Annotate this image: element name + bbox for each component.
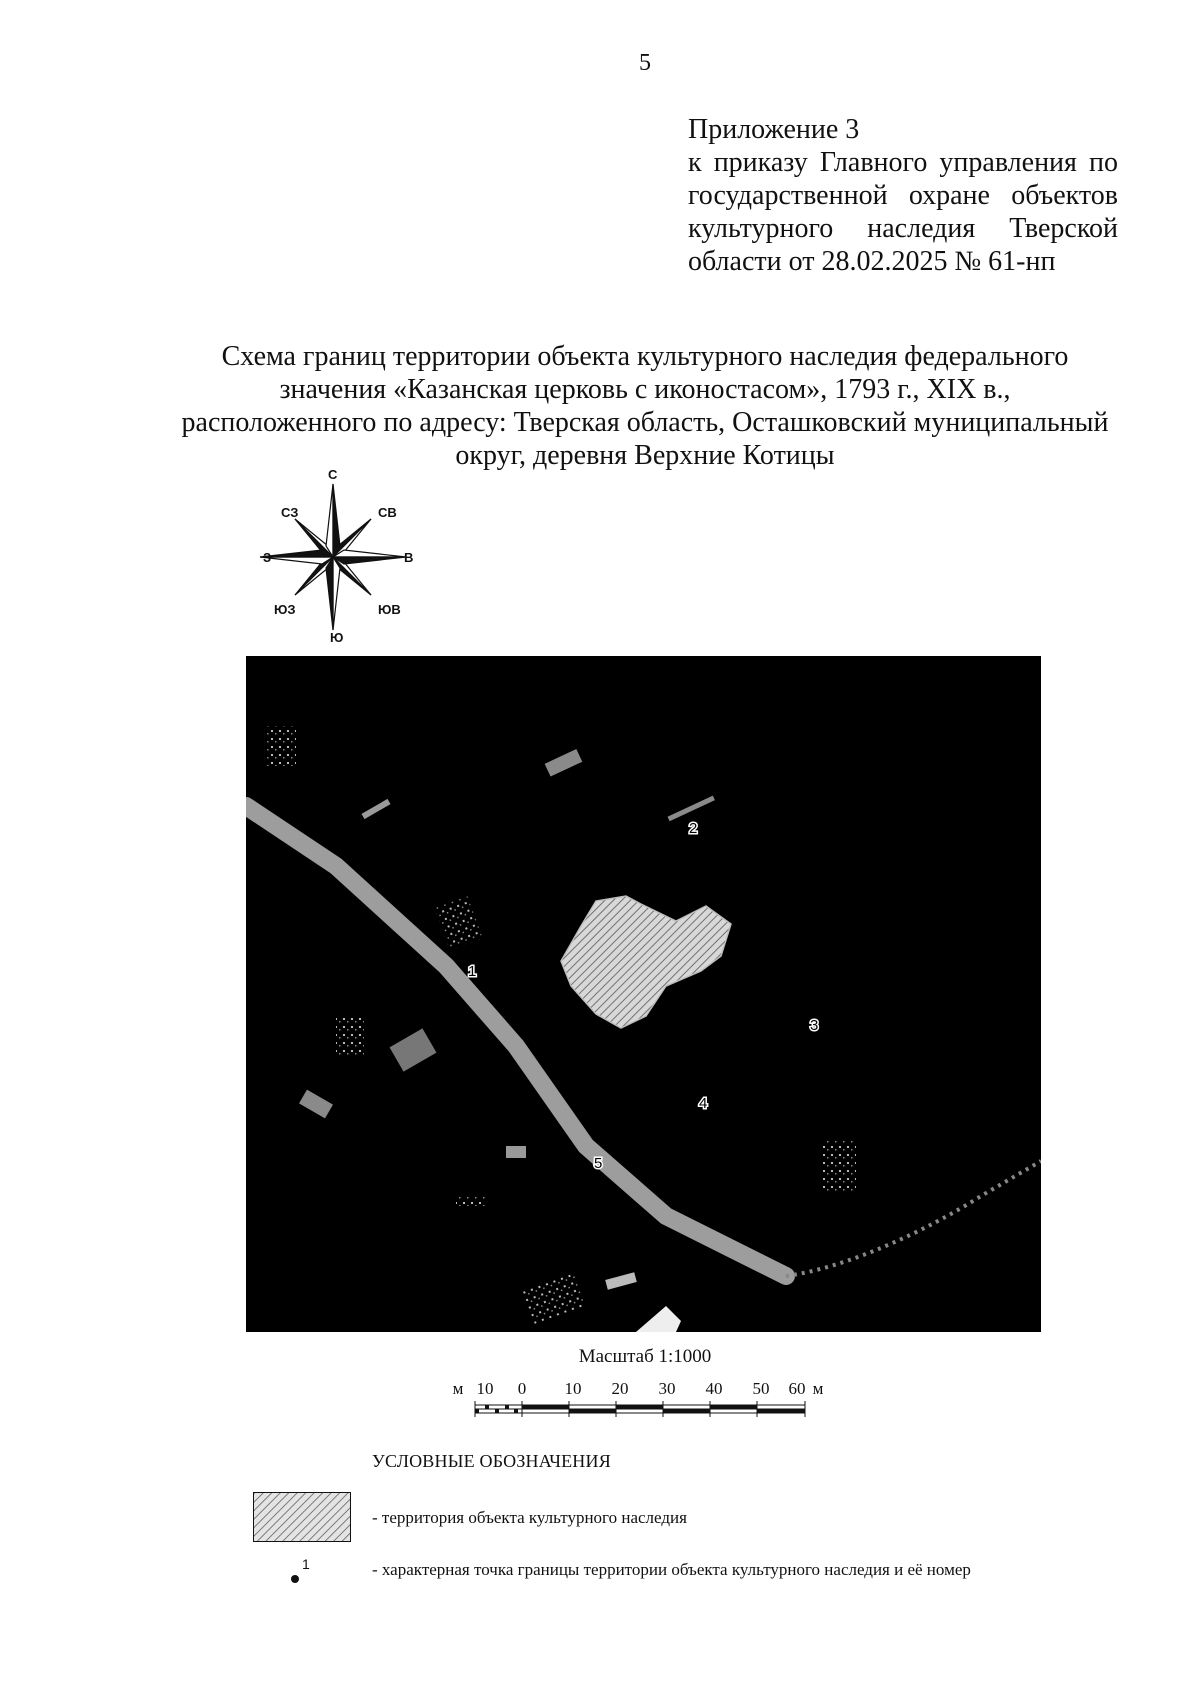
compass-southwest-label: ЮЗ bbox=[274, 602, 296, 617]
document-title bbox=[130, 340, 1160, 472]
vegetation bbox=[456, 1196, 486, 1206]
aerial-photo bbox=[246, 656, 1041, 1332]
legend-point-marker bbox=[289, 1558, 319, 1586]
scale-tick-label: 30 bbox=[658, 1380, 676, 1398]
scale-unit-right: м bbox=[812, 1380, 824, 1398]
scale-tick-label: 0 bbox=[517, 1380, 527, 1398]
title-line-3: расположенного по адресу: Тверская область, Осташковский муниципальный bbox=[181, 407, 1109, 438]
compass-southeast-label: ЮВ bbox=[378, 602, 401, 617]
scale-tick-label: 60 bbox=[788, 1380, 806, 1398]
legend-territory-text: - территория объекта культурного наследия bbox=[372, 1508, 687, 1527]
boundary-point-label: 5 bbox=[594, 1155, 603, 1172]
appendix-header bbox=[688, 113, 1118, 278]
boundary-point-label: 2 bbox=[689, 820, 698, 837]
boundary-point-label: 4 bbox=[699, 1095, 708, 1112]
legend-point-number: 1 bbox=[302, 1556, 310, 1572]
scale-bar bbox=[440, 1380, 840, 1420]
building bbox=[506, 1146, 526, 1158]
title-line-2: значения «Казанская церковь с иконостасом», 1793 г., XIX в., bbox=[279, 374, 1011, 405]
vegetation bbox=[266, 726, 296, 766]
scale-unit-left: м bbox=[452, 1380, 464, 1398]
appendix-line-4: культурного наследия Тверской bbox=[688, 213, 1118, 244]
legend-point-text: - характерная точка границы территории объекта культурного наследия и её номер bbox=[372, 1560, 971, 1579]
compass-rose bbox=[248, 467, 418, 645]
compass-east-label: В bbox=[404, 550, 414, 565]
boundary-point-label: 1 bbox=[468, 963, 477, 980]
title-line-1: Схема границ территории объекта культурного наследия федерального bbox=[221, 341, 1069, 372]
compass-northeast-label: СВ bbox=[378, 505, 397, 520]
scale-title: Масштаб 1:1000 bbox=[578, 1346, 712, 1367]
legend-title: УСЛОВНЫЕ ОБОЗНАЧЕНИЯ bbox=[372, 1451, 611, 1471]
hatch-pattern-icon bbox=[254, 1493, 350, 1541]
appendix-line-2: к приказу Главного управления по bbox=[688, 147, 1118, 178]
scale-tick-label: 10 bbox=[564, 1380, 582, 1398]
boundary-point-label: 3 bbox=[810, 1017, 819, 1034]
building bbox=[336, 1016, 364, 1056]
title-line-4: округ, деревня Верхние Котицы bbox=[455, 440, 835, 471]
scale-tick-label: 50 bbox=[752, 1380, 770, 1398]
aerial-map bbox=[246, 656, 1041, 1332]
appendix-line-5: области от 28.02.2025 № 61-нп bbox=[688, 246, 1056, 277]
compass-north-label: С bbox=[328, 467, 338, 482]
scale-tick-label: 40 bbox=[705, 1380, 723, 1398]
compass-northwest-label: СЗ bbox=[281, 505, 299, 520]
page-number: 5 bbox=[639, 50, 651, 76]
scale-tick-label: 20 bbox=[611, 1380, 629, 1398]
compass-west-label: З bbox=[263, 550, 272, 565]
compass-south-label: Ю bbox=[330, 630, 344, 645]
appendix-line-3: государственной охране объектов bbox=[688, 180, 1118, 211]
appendix-line-1: Приложение 3 bbox=[688, 114, 860, 145]
vegetation bbox=[821, 1141, 856, 1191]
scale-bar-graphic bbox=[440, 1380, 840, 1420]
legend-territory-swatch bbox=[253, 1492, 351, 1542]
scale-tick-label: 10 bbox=[476, 1380, 494, 1398]
